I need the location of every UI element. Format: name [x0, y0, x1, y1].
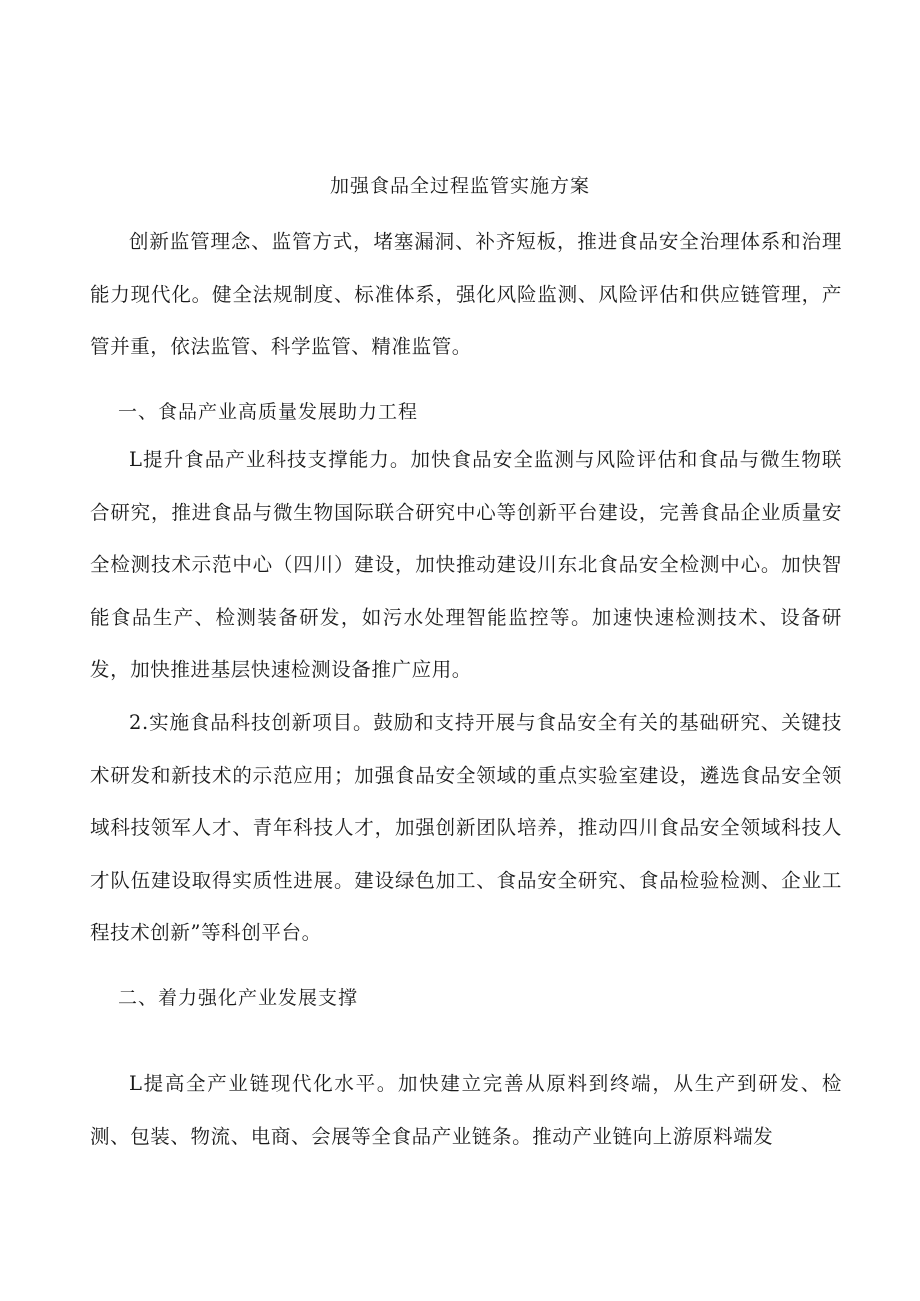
section-2-heading: 二、着力强化产业发展支撑	[118, 987, 359, 1009]
intro-paragraph: 创新监管理念、监管方式，堵塞漏洞、补齐短板，推进食品安全治理体系和治理能力现代化。健全法规制度、标准体系，强化风险监测、风险评估和供应链管理，产管并重，依法监管、科学监管、精准监管。	[90, 230, 842, 358]
document-title: 加强食品全过程监管实施方案	[329, 175, 590, 197]
section-1-item-2: 2.实施食品科技创新项目。鼓励和支持开展与食品安全有关的基础研究、关键技术研发和新技术的示范应用；加强食品安全领域的重点实验室建设，遴选食品安全领域科技领军人才、青年科技人才，加强创新团队培养，推动四川食品安全领域科技人才队伍建设取得实质性进展。建设绿色加工、食品安全研究、食品检验检测、企业工程技术创新”等科创平台。	[90, 711, 842, 944]
section-1-heading: 一、食品产业高质量发展助力工程	[118, 401, 419, 423]
section-1-item-1: L提升食品产业科技支撑能力。加快食品安全监测与风险评估和食品与微生物联合研究，推进食品与微生物国际联合研究中心等创新平台建设，完善食品企业质量安全检测技术示范中心（四川）建设，加快推动建设川东北食品安全检测中心。加快智能食品生产、检测装备研发，如污水处理智能监控等。加速快速检测技术、设备研发，加快推进基层快速检测设备推广应用。	[90, 448, 842, 681]
section-2-item-1: L提高全产业链现代化水平。加快建立完善从原料到终端，从生产到研发、检测、包装、物流、电商、会展等全食品产业链条。推动产业链向上游原料端发	[90, 1072, 842, 1148]
